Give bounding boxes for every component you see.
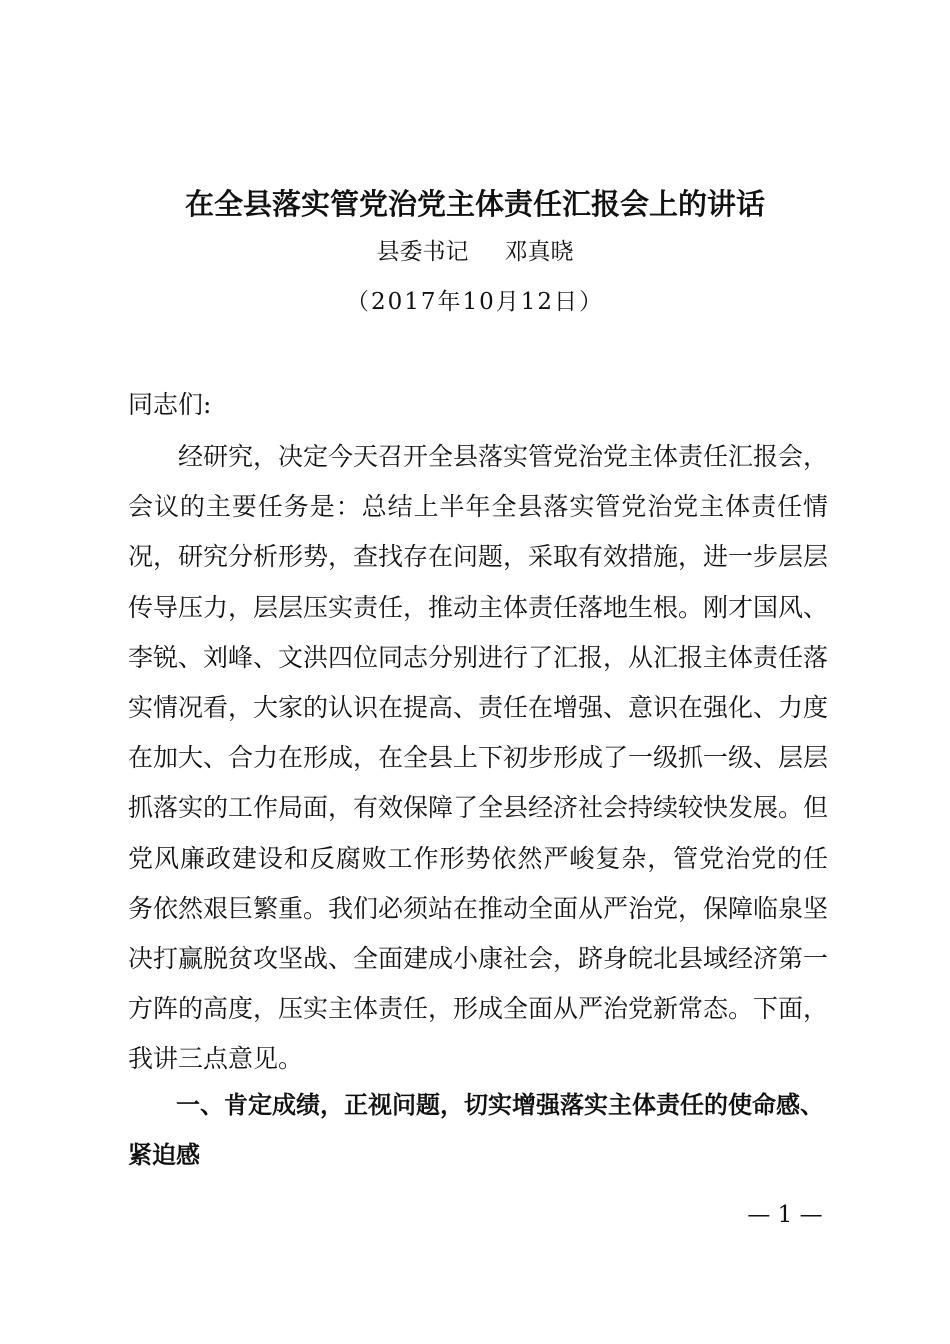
paragraph-line: 李锐、刘峰、文洪四位同志分别进行了汇报，从汇报主体责任落 — [128, 642, 829, 672]
paragraph-line: 传导压力，层层压实责任，推动主体责任落地生根。刚才国风、 — [128, 592, 829, 622]
speech-date: （2017年10月12日） — [345, 289, 605, 315]
section-heading — [128, 1080, 838, 1180]
body-paragraph — [128, 432, 828, 1085]
paragraph-line: 在加大、合力在形成，在全县上下初步形成了一级抓一级、层层 — [128, 743, 829, 773]
paragraph-line: 决打赢脱贫攻坚战、全面建成小康社会，跻身皖北县域经济第一 — [128, 944, 829, 974]
paragraph-line: 况，研究分析形势，查找存在问题，采取有效措施，进一步层层 — [128, 542, 829, 572]
paragraph-line: 经研究，决定今天召开全县落实管党治党主体责任汇报会， — [178, 442, 829, 471]
section-heading-line: 紧迫感 — [128, 1141, 200, 1169]
page-number: — 1 — — [747, 1202, 823, 1228]
section-heading-line: 一、肯定成绩，正视问题，切实增强落实主体责任的使命感、 — [176, 1091, 824, 1119]
author-line — [0, 236, 950, 268]
paragraph-line: 方阵的高度，压实主体责任，形成全面从严治党新常态。下面， — [128, 994, 829, 1024]
paragraph-line: 务依然艰巨繁重。我们必须站在推动全面从严治党，保障临泉坚 — [128, 893, 829, 923]
paragraph-line: 实情况看，大家的认识在提高、责任在增强、意识在强化、力度 — [128, 693, 829, 723]
paragraph-line: 我讲三点意见。 — [128, 1044, 304, 1074]
author-role: 县委书记 — [376, 239, 469, 265]
document-title: 在全县落实管党治党主体责任汇报会上的讲话 — [184, 187, 765, 221]
paragraph-line: 抓落实的工作局面，有效保障了全县经济社会持续较快发展。但 — [128, 793, 829, 823]
salutation: 同志们: — [128, 390, 212, 419]
author-name: 邓真晓 — [504, 239, 574, 265]
paragraph-line: 党风廉政建设和反腐败工作形势依然严峻复杂，管党治党的任 — [128, 843, 828, 873]
paragraph-line: 会议的主要任务是：总结上半年全县落实管党治党主体责任情 — [128, 492, 828, 522]
